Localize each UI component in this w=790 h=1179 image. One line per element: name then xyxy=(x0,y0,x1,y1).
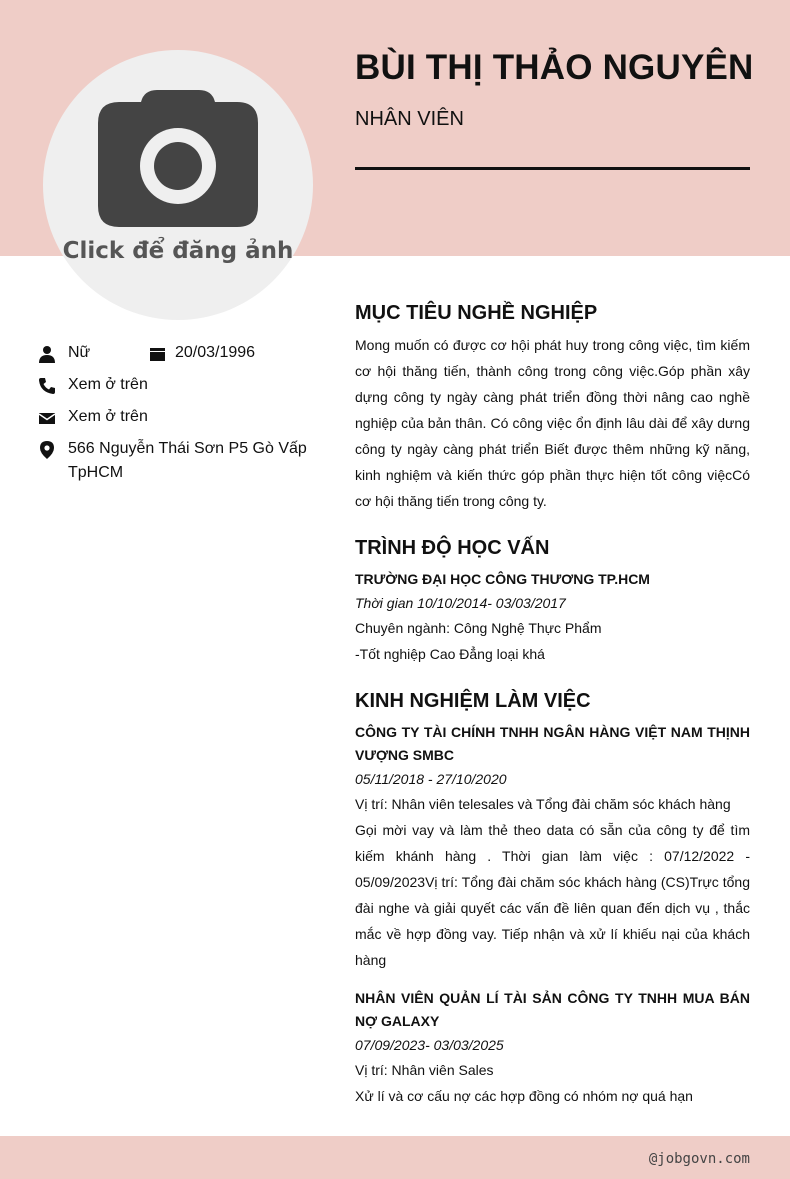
experience-heading: KINH NGHIỆM LÀM VIỆC xyxy=(355,690,591,712)
footer-credit: @jobgovn.com xyxy=(648,1151,750,1167)
title-divider xyxy=(355,167,750,170)
candidate-name: BÙI THỊ THẢO NGUYÊN xyxy=(355,48,754,87)
gender-value: Nữ xyxy=(68,344,91,361)
location-pin-icon xyxy=(38,441,56,459)
job-1-position: Vị trí: Nhân viên telesales và Tổng đài chăm sóc khách hàng xyxy=(355,796,731,812)
address-line-1: 566 Nguyễn Thái Sơn P5 Gò Vấp xyxy=(68,440,307,457)
email-value: Xem ở trên xyxy=(68,408,148,425)
job-2-company: NHÂN VIÊN QUẢN LÍ TÀI SẢN CÔNG TY TNHH MUA BÁN NỢ GALAXY xyxy=(355,990,750,1029)
education-major: Chuyên ngành: Công Nghệ Thực Phẩm xyxy=(355,620,602,636)
birthday-value: 20/03/1996 xyxy=(175,344,256,361)
person-icon xyxy=(38,345,56,363)
camera-icon xyxy=(97,88,259,228)
envelope-icon xyxy=(38,409,56,427)
job-2-description: Xử lí và cơ cấu nợ các hợp đồng có nhóm nợ quá hạn xyxy=(355,1088,693,1104)
objective-text: Mong muốn có được cơ hội phát huy trong công việc, tìm kiếm cơ hội thăng tiến, thành công trong công việc.Góp phần xây dựng công ty ngày càng phát triển đồng thời nâng cao nghề nghiệp của bản thân. Có công việc ổn định lâu dài để xây dưng công ty ngày càng phát triển Biết được thêm những kỹ năng, kinh nghiệm và kiến thức góp phần thực hiện tốt công việcCó cơ hội thăng tiến trong công ty. xyxy=(355,337,750,509)
calendar-icon xyxy=(148,345,166,363)
school-name: TRƯỜNG ĐẠI HỌC CÔNG THƯƠNG TP.HCM xyxy=(355,571,650,587)
phone-icon xyxy=(38,377,56,395)
profile-photo-upload[interactable] xyxy=(43,50,313,320)
job-1-company: CÔNG TY TÀI CHÍNH TNHH NGÂN HÀNG VIỆT NAM THỊNH VƯỢNG SMBC xyxy=(355,724,750,763)
education-heading: TRÌNH ĐỘ HỌC VẤN xyxy=(355,537,550,559)
job-2-period: 07/09/2023- 03/03/2025 xyxy=(355,1037,504,1053)
education-note: -Tốt nghiệp Cao Đẳng loại khá xyxy=(355,646,545,662)
objective-heading: MỤC TIÊU NGHỀ NGHIỆP xyxy=(355,302,598,324)
education-period: Thời gian 10/10/2014- 03/03/2017 xyxy=(355,595,566,611)
job-1-period: 05/11/2018 - 27/10/2020 xyxy=(355,771,507,787)
photo-caption: Click để đăng ảnh xyxy=(62,238,294,264)
job-2-position: Vị trí: Nhân viên Sales xyxy=(355,1062,494,1078)
address-line-2: TpHCM xyxy=(68,464,124,481)
phone-value: Xem ở trên xyxy=(68,376,148,393)
job-1-description: Gọi mời vay và làm thẻ theo data có sẵn của công ty để tìm kiếm khánh hàng . Thời gian làm việc : 07/12/2022 - 05/09/2023Vị trí: Tổng đài chăm sóc khách hàng (CS)Trực tổng đài nghe và giải quyết các vấn đề liên quan đến dịch vụ , thắc mắc về hợp đồng vay. Tiếp nhận và xử lí khiếu nại của khách hàng xyxy=(355,822,750,968)
job-title: NHÂN VIÊN xyxy=(355,108,464,130)
